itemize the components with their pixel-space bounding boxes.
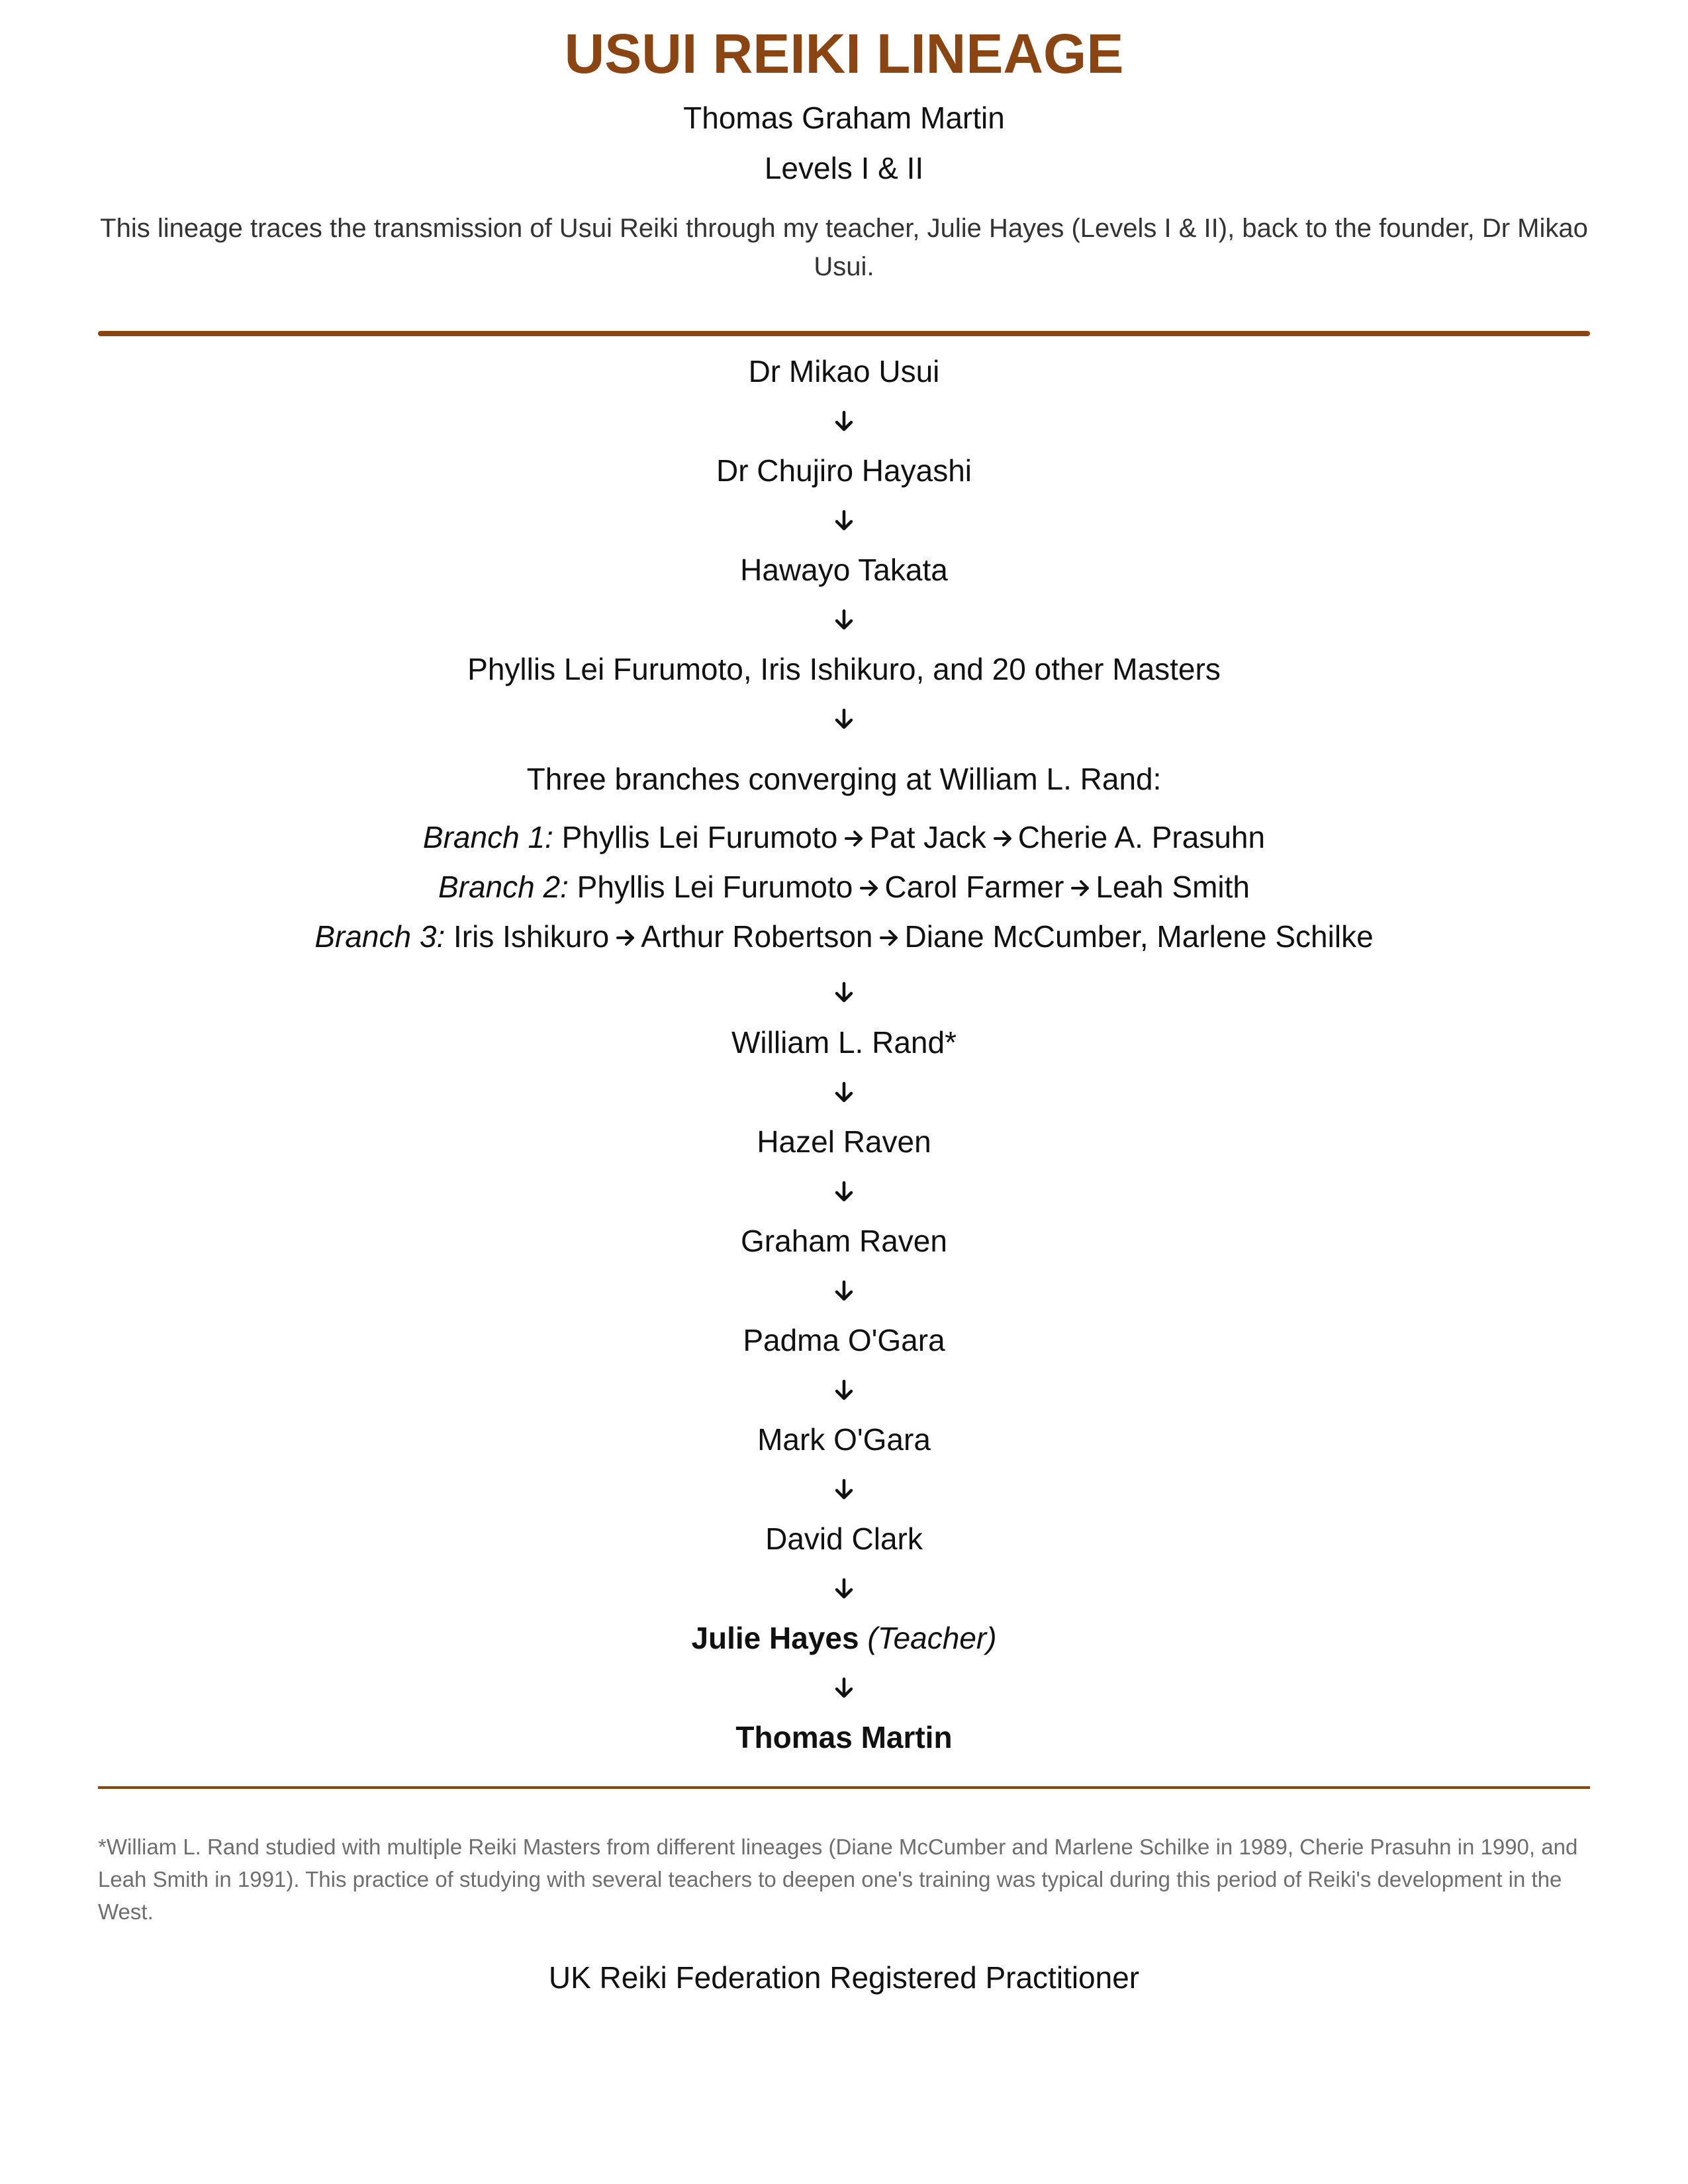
- registration-footer: UK Reiki Federation Registered Practitioner: [548, 1960, 1140, 1995]
- arrow-down-icon: [833, 410, 855, 433]
- arrow-down-icon: [833, 1479, 855, 1501]
- lineage-node-hayashi: Dr Chujiro Hayashi: [716, 453, 972, 488]
- arrow-right-icon: [844, 818, 864, 838]
- lineage-node-david-clark: David Clark: [765, 1522, 923, 1556]
- lineage-node-mark-ogara: Mark O'Gara: [757, 1422, 931, 1457]
- arrow-down-icon: [833, 1578, 855, 1600]
- lineage-document: [98, 0, 1590, 2184]
- lineage-node-padma-ogara: Padma O'Gara: [743, 1323, 945, 1357]
- top-divider: [98, 331, 1590, 336]
- branch-step: Arthur Robertson: [641, 919, 873, 954]
- branch-label: Branch 1:: [422, 820, 553, 854]
- lineage-node-graham-raven: Graham Raven: [741, 1224, 947, 1258]
- lineage-node-student: Thomas Martin: [735, 1720, 953, 1754]
- intro-paragraph: This lineage traces the transmission of Usui Reiki through my teacher, Julie Hayes (Levels I & II), back to the founder, Dr Mikao Usui.: [100, 214, 1588, 281]
- branch-1: [98, 817, 1590, 857]
- footnote: *William L. Rand studied with multiple Reiki Masters from different lineages (Diane McCumber and Marlene Schilke in 1989, Cherie Prasuhn in 1990, and Leah Smith in 1991). This practice of studying with several teachers to deepen one's training was typical during this period of Reiki's development in the West.: [98, 1835, 1578, 1924]
- document-title: USUI REIKI LINEAGE: [564, 23, 1124, 85]
- lineage-node-usui: Dr Mikao Usui: [748, 354, 940, 388]
- arrow-down-icon: [833, 1280, 855, 1302]
- branch-step: Phyllis Lei Furumoto: [561, 820, 838, 854]
- teacher-role: (Teacher): [867, 1621, 997, 1655]
- arrow-down-icon: [833, 1677, 855, 1700]
- lineage-node-teacher: [98, 1618, 1590, 1658]
- branch-3: [98, 917, 1590, 956]
- branch-step: Leah Smith: [1096, 870, 1250, 904]
- arrow-right-icon: [859, 868, 879, 887]
- arrow-right-icon: [1070, 868, 1090, 887]
- arrow-right-icon: [993, 818, 1013, 838]
- branch-step: Pat Jack: [869, 820, 986, 854]
- branch-label: Branch 3:: [314, 919, 445, 954]
- lineage-node-masters: Phyllis Lei Furumoto, Iris Ishikuro, and 20 other Masters: [467, 652, 1221, 686]
- branch-label: Branch 2:: [438, 870, 569, 904]
- arrow-right-icon: [616, 917, 635, 937]
- lineage-node-rand: William L. Rand*: [731, 1025, 957, 1060]
- teacher-name: Julie Hayes: [691, 1621, 859, 1655]
- branch-step: Phyllis Lei Furumoto: [577, 870, 853, 904]
- levels-label: Levels I & II: [764, 151, 924, 185]
- arrow-down-icon: [833, 708, 855, 731]
- arrow-down-icon: [833, 1081, 855, 1104]
- lineage-node-hazel-raven: Hazel Raven: [757, 1124, 931, 1159]
- arrow-down-icon: [833, 510, 855, 532]
- arrow-down-icon: [833, 1379, 855, 1402]
- branches-heading: Three branches converging at William L. Rand:: [526, 762, 1162, 796]
- branch-step: Cherie A. Prasuhn: [1017, 820, 1266, 854]
- bottom-divider: [98, 1786, 1590, 1789]
- arrow-right-icon: [879, 917, 899, 937]
- arrow-down-icon: [833, 609, 855, 631]
- practitioner-name: Thomas Graham Martin: [683, 101, 1005, 135]
- branch-step: Carol Farmer: [884, 870, 1064, 904]
- arrow-down-icon: [833, 1181, 855, 1203]
- branch-2: [98, 867, 1590, 907]
- branch-step: Diane McCumber, Marlene Schilke: [904, 919, 1374, 954]
- arrow-down-icon: [833, 981, 855, 1004]
- branch-step: Iris Ishikuro: [453, 919, 610, 954]
- lineage-node-takata: Hawayo Takata: [740, 553, 948, 587]
